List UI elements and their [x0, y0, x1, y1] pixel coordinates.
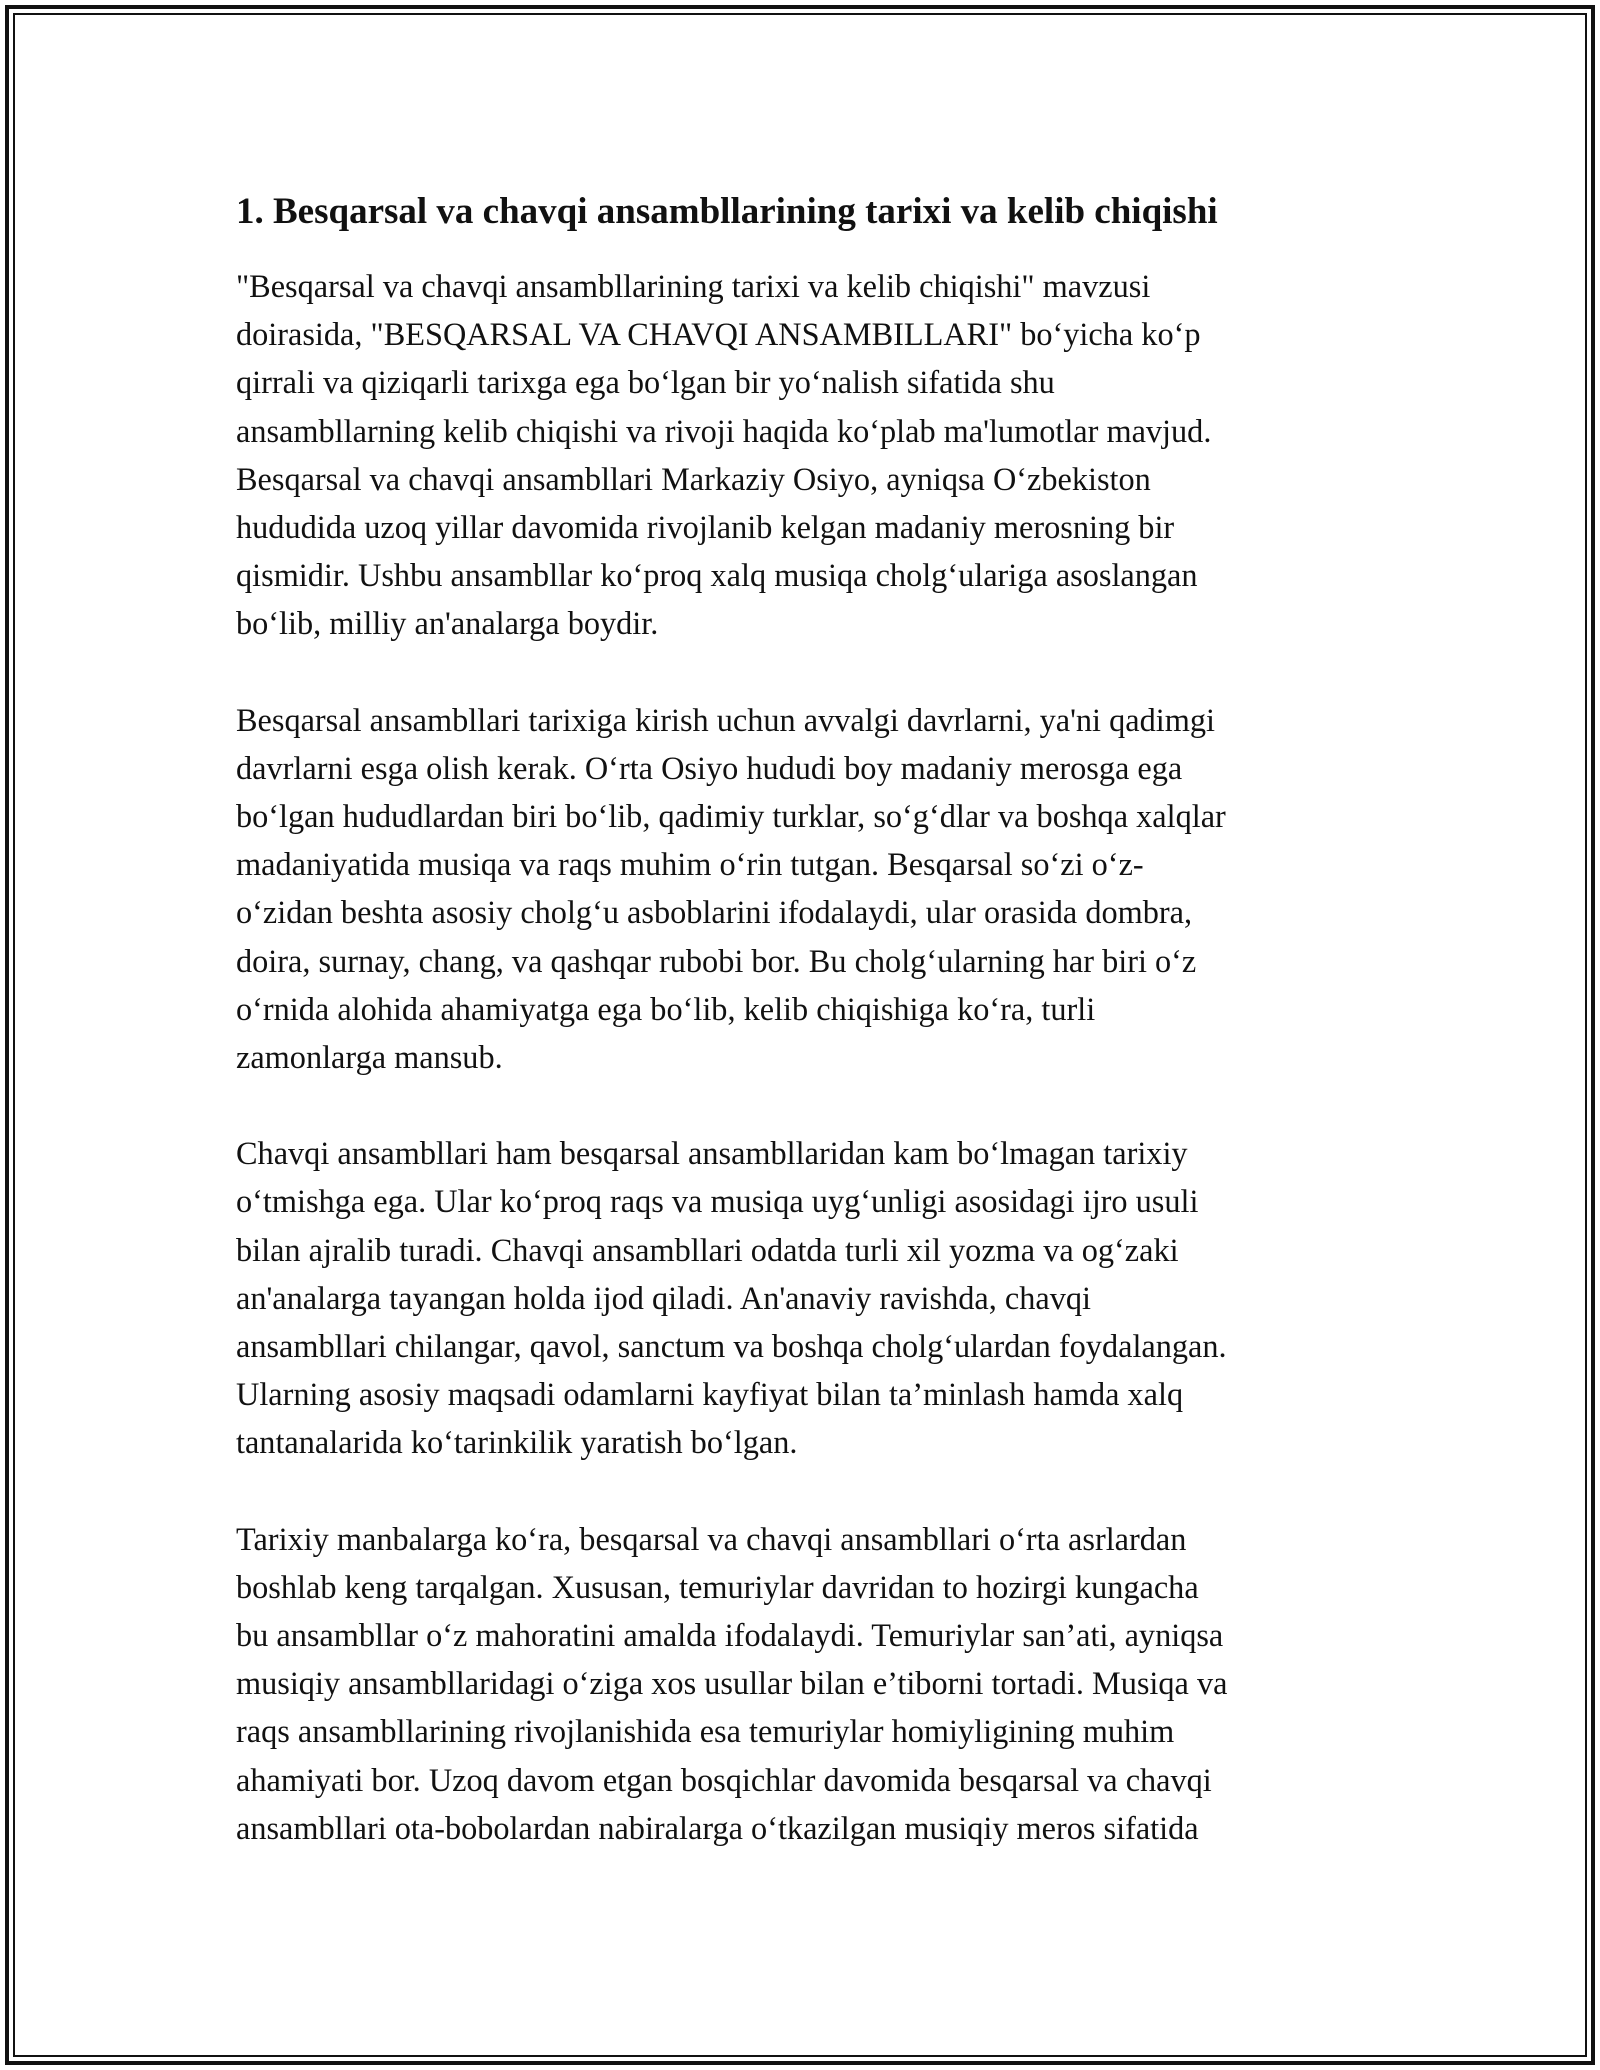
paragraphs-container — [236, 262, 1376, 1852]
paragraph-line: doirasida, "BESQARSAL VA CHAVQI ANSAMBILLARI" bo‘yicha ko‘p — [236, 316, 1201, 353]
paragraph-line: hududida uzoq yillar davomida rivojlanib kelgan madaniy merosning bir — [236, 509, 1175, 546]
paragraph-line: ahamiyati bor. Uzoq davom etgan bosqichlar davomida besqarsal va chavqi — [236, 1761, 1212, 1798]
paragraph-line: o‘zidan beshta asosiy cholg‘u asboblarini ifodalaydi, ular orasida dombra, — [236, 894, 1193, 931]
paragraph-line: Besqarsal ansambllari tarixiga kirish uchun avvalgi davrlarni, ya'ni qadimgi — [236, 701, 1215, 738]
paragraph-line: Ularning asosiy maqsadi odamlarni kayfiyat bilan ta’minlash hamda xalq — [236, 1376, 1184, 1413]
paragraph-line: ansambllari chilangar, qavol, sanctum va boshqa cholg‘ulardan foydalangan. — [236, 1328, 1227, 1365]
paragraph-line: Chavqi ansambllari ham besqarsal ansambllaridan kam bo‘lmagan tarixiy — [236, 1135, 1188, 1172]
paragraph-4 — [236, 1515, 1376, 1852]
section-heading: 1. Besqarsal va chavqi ansambllarining tarixi va kelib chiqishi — [236, 191, 1218, 232]
paragraph-line: Tarixiy manbalarga ko‘ra, besqarsal va chavqi ansambllari o‘rta asrlardan — [236, 1520, 1187, 1557]
paragraph-line: o‘tmishga ega. Ular ko‘proq raqs va musiqa uyg‘unligi asosidagi ijro usuli — [236, 1183, 1199, 1220]
paragraph-1 — [236, 262, 1376, 648]
paragraph-line: bo‘lgan hududlardan biri bo‘lib, qadimiy turklar, so‘g‘dlar va boshqa xalqlar — [236, 798, 1226, 835]
paragraph-line: Besqarsal va chavqi ansambllari Markaziy Osiyo, ayniqsa O‘zbekiston — [236, 460, 1151, 497]
paragraph-line: o‘rnida alohida ahamiyatga ega bo‘lib, kelib chiqishiga ko‘ra, turli — [236, 990, 1096, 1027]
paragraph-2 — [236, 696, 1376, 1082]
paragraph-line: bilan ajralib turadi. Chavqi ansambllari odatda turli xil yozma va og‘zaki — [236, 1231, 1179, 1268]
paragraph-line: qirrali va qiziqarli tarixga ega bo‘lgan bir yo‘nalish sifatida shu — [236, 364, 1055, 401]
paragraph-line: an'analarga tayangan holda ijod qiladi. An'anaviy ravishda, chavqi — [236, 1279, 1091, 1316]
paragraph-line: bu ansambllar o‘z mahoratini amalda ifodalaydi. Temuriylar san’ati, ayniqsa — [236, 1617, 1224, 1654]
paragraph-line: doira, surnay, chang, va qashqar rubobi bor. Bu cholg‘ularning har biri o‘z — [236, 942, 1197, 979]
paragraph-line: zamonlarga mansub. — [236, 1039, 503, 1076]
paragraph-line: tantanalarida ko‘tarinkilik yaratish bo‘lgan. — [236, 1424, 798, 1461]
paragraph-line: bo‘lib, milliy an'analarga boydir. — [236, 605, 659, 642]
document-body — [236, 186, 1376, 1900]
paragraph-line: "Besqarsal va chavqi ansambllarining tarixi va kelib chiqishi" mavzusi — [236, 268, 1151, 304]
paragraph-line: madaniyatida musiqa va raqs muhim o‘rin tutgan. Besqarsal so‘zi o‘z- — [236, 846, 1144, 883]
paragraph-line: ansambllari ota-bobolardan nabiralarga o‘tkazilgan musiqiy meros sifatida — [236, 1809, 1199, 1846]
paragraph-line: davrlarni esga olish kerak. O‘rta Osiyo hududi boy madaniy merosga ega — [236, 749, 1183, 786]
paragraph-3 — [236, 1129, 1376, 1466]
paragraph-line: raqs ansambllarining rivojlanishida esa temuriylar homiyligining muhim — [236, 1713, 1175, 1750]
paragraph-line: ansambllarning kelib chiqishi va rivoji haqida ko‘plab ma'lumotlar mavjud. — [236, 412, 1212, 449]
paragraph-line: boshlab keng tarqalgan. Xususan, temuriylar davridan to hozirgi kungacha — [236, 1568, 1199, 1605]
paragraph-line: qismidir. Ushbu ansambllar ko‘proq xalq musiqa cholg‘ulariga asoslangan — [236, 557, 1198, 594]
paragraph-line: musiqiy ansambllaridagi o‘ziga xos usullar bilan e’tiborni tortadi. Musiqa va — [236, 1665, 1228, 1702]
